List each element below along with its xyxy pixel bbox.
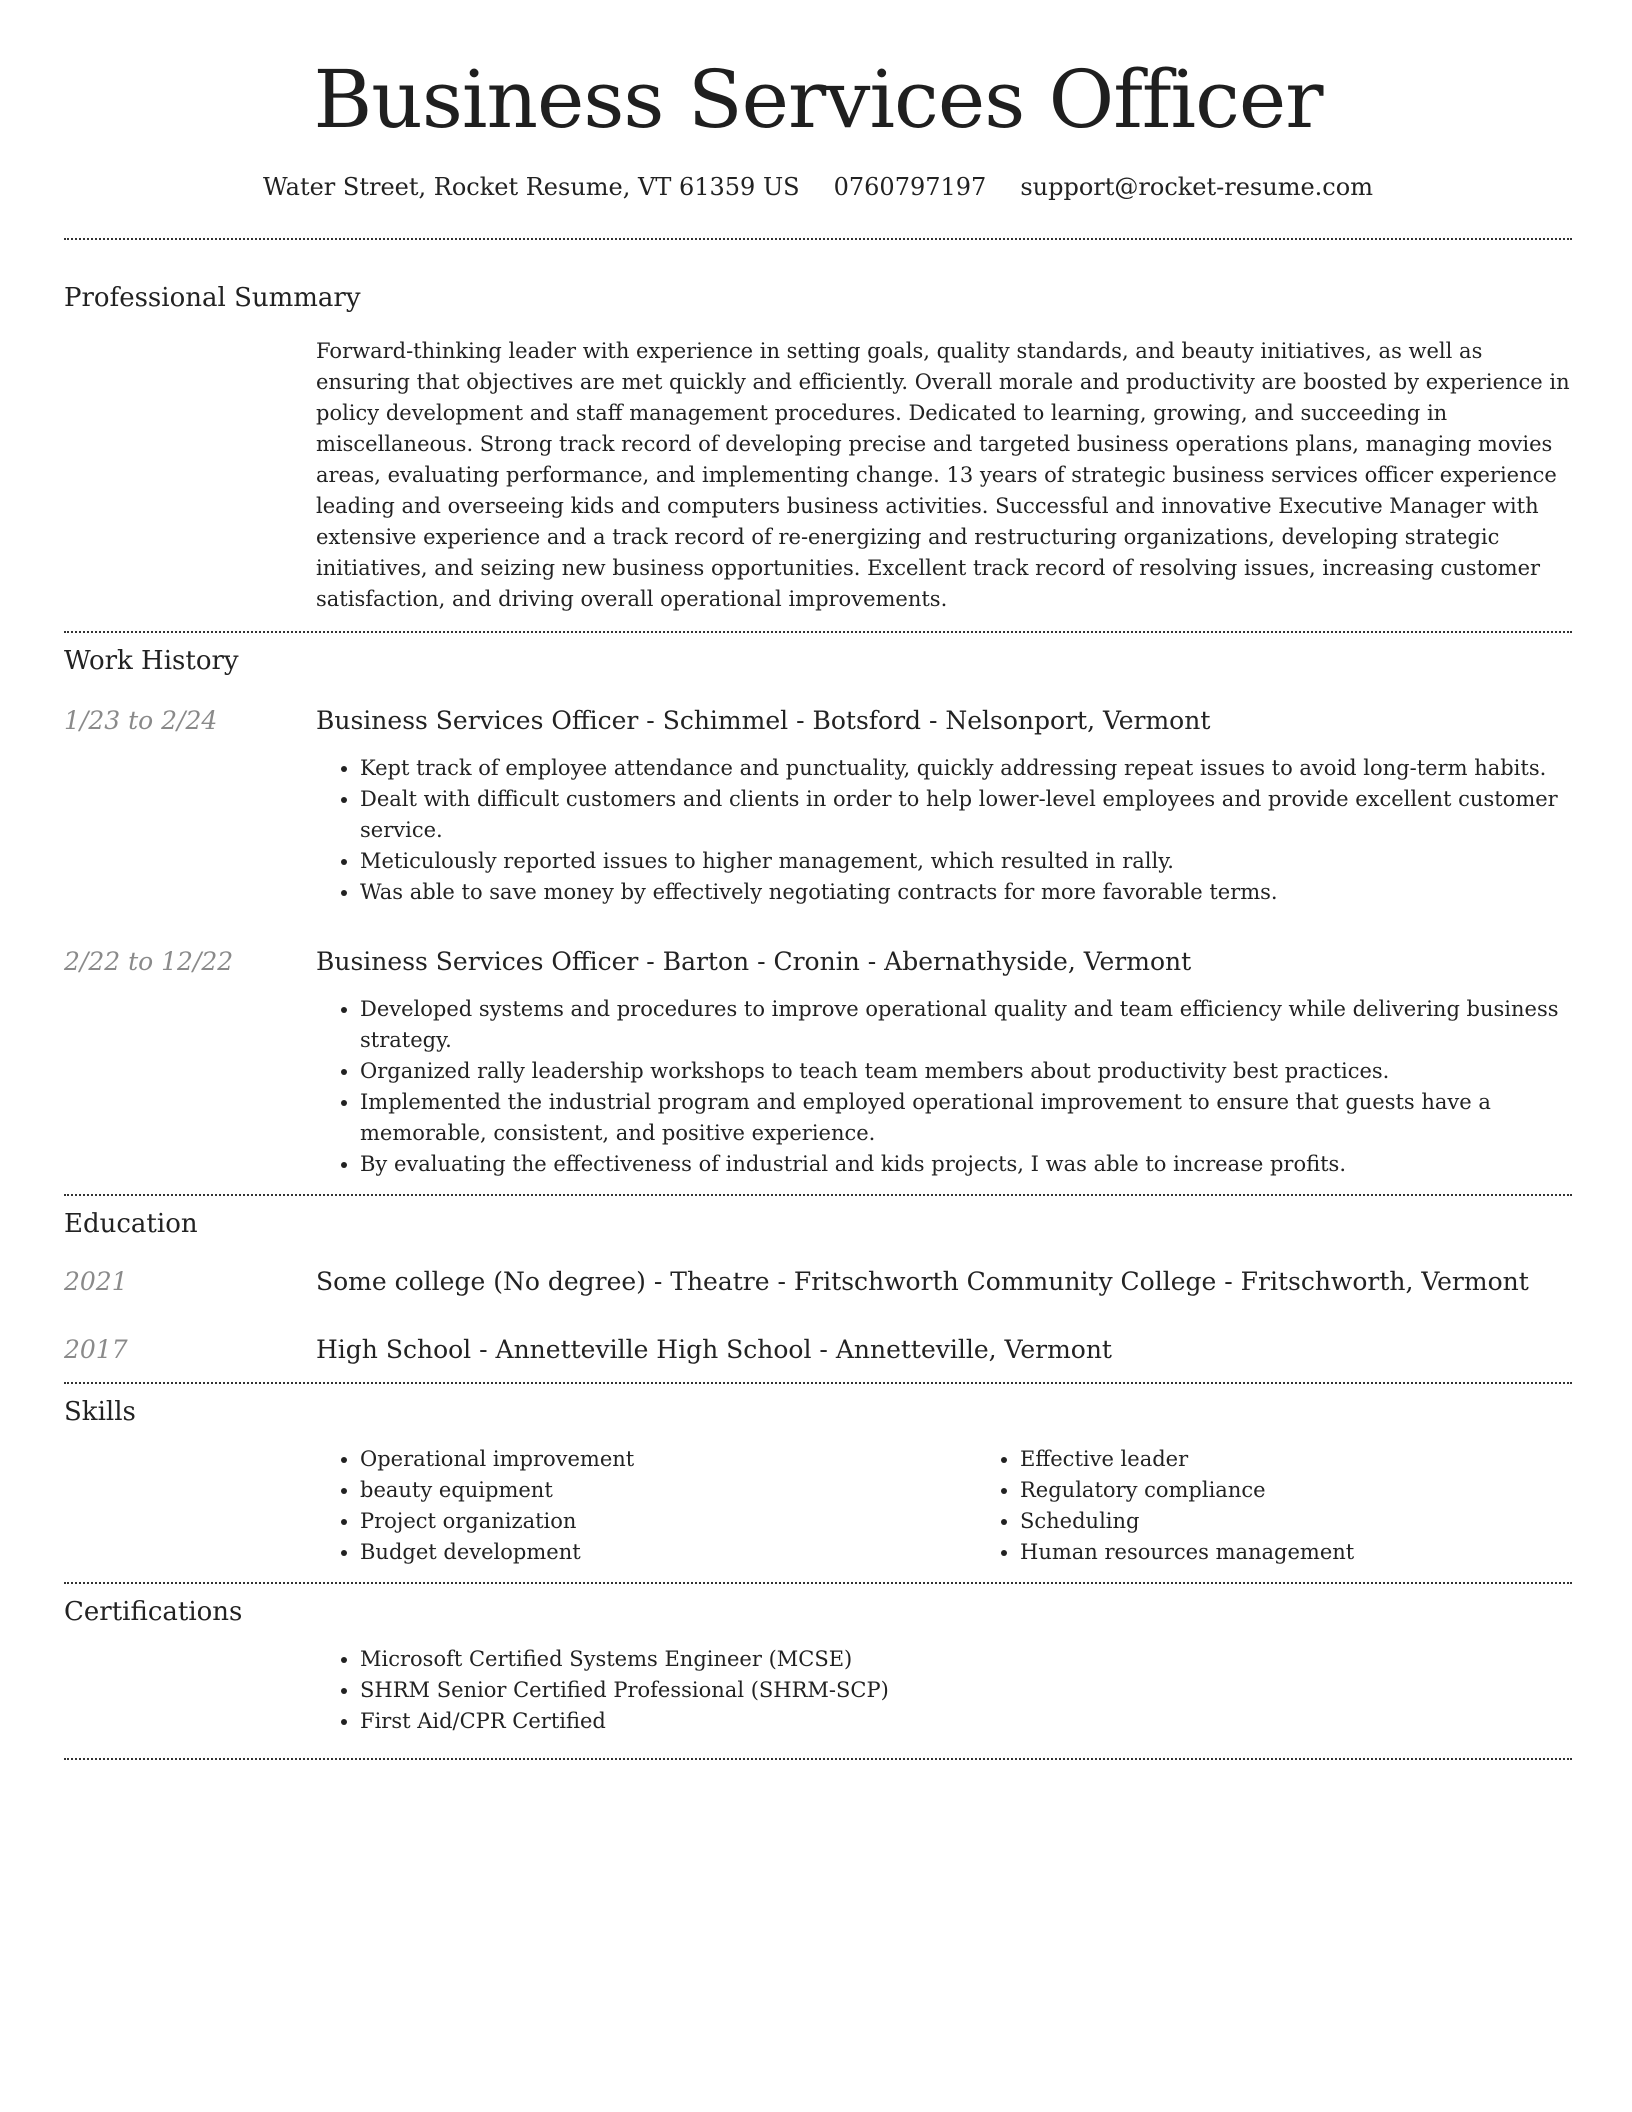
contact-email[interactable]: support@rocket-resume.com bbox=[1020, 173, 1373, 201]
skill-item: • Human resources management bbox=[1020, 1537, 1354, 1568]
list-item: • Meticulously reported issues to higher management, which resulted in rally. bbox=[360, 846, 1572, 877]
job-heading: Business Services Officer - Schimmel - Botsford - Nelsonport, Vermont bbox=[316, 706, 1211, 735]
resume-name: Business Services Officer bbox=[313, 53, 1323, 146]
list-item: • Kept track of employee attendance and punctuality, quickly addressing repeat issues to avoid long-term habits. bbox=[360, 753, 1572, 784]
section-title-summary: Professional Summary bbox=[64, 283, 361, 313]
section-title-certifications: Certifications bbox=[64, 1597, 243, 1627]
skill-item: • Scheduling bbox=[1020, 1506, 1354, 1537]
skill-item: • Budget development bbox=[360, 1537, 976, 1568]
contact-address: Water Street, Rocket Resume, VT 61359 US bbox=[263, 173, 800, 201]
section-title-skills: Skills bbox=[64, 1397, 136, 1427]
job-dates: 1/23 to 2/24 bbox=[64, 706, 218, 735]
job-heading: Business Services Officer - Barton - Cronin - Abernathyside, Vermont bbox=[316, 947, 1192, 976]
skills-column-right bbox=[976, 1444, 1354, 1568]
skill-item: • Project organization bbox=[360, 1506, 976, 1537]
section-title-education: Education bbox=[64, 1209, 198, 1239]
education-heading: High School - Annetteville High School - Annetteville, Vermont bbox=[316, 1335, 1112, 1364]
education-entry bbox=[64, 1264, 1572, 1300]
summary-text: Forward-thinking leader with experience in setting goals, quality standards, and beauty initiatives, as well as ensuring that objectives are met quickly and efficiently. Overall morale and productivity are boosted by experience in policy development and staff management procedures. Dedicated to learning, growing, and succeeding in miscellaneous. Strong track record of developing precise and targeted business operations plans, managing movies areas, evaluating performance, and implementing change. 13 years of strategic business services officer experience leading and overseeing kids and computers business activities. Successful and innovative Executive Manager with extensive experience and a track record of re-energizing and restructuring organizations, developing strategic initiatives, and seizing new business opportunities. Excellent track record of resolving issues, increasing customer satisfaction, and driving overall operational improvements. bbox=[316, 339, 1570, 611]
skills-section bbox=[64, 1384, 1572, 1568]
skills-grid bbox=[316, 1444, 1572, 1568]
divider bbox=[64, 1758, 1572, 1760]
job-entry bbox=[64, 944, 1572, 1180]
education-entry bbox=[64, 1332, 1572, 1368]
list-item: • Organized rally leadership workshops to teach team members about productivity best practices. bbox=[360, 1056, 1572, 1087]
contact-line bbox=[64, 170, 1572, 204]
certification-item: • Microsoft Certified Systems Engineer (MCSE) bbox=[360, 1644, 1572, 1675]
education-year: 2021 bbox=[64, 1267, 128, 1296]
job-dates: 2/22 to 12/22 bbox=[64, 947, 234, 976]
list-item: • By evaluating the effectiveness of industrial and kids projects, I was able to increase profits. bbox=[360, 1149, 1572, 1180]
list-item: • Developed systems and procedures to improve operational quality and team efficiency while delivering business strategy. bbox=[360, 994, 1572, 1056]
skill-item: • Operational improvement bbox=[360, 1444, 976, 1475]
certifications-list bbox=[316, 1644, 1572, 1737]
list-item: • Was able to save money by effectively negotiating contracts for more favorable terms. bbox=[360, 877, 1572, 908]
job-entry bbox=[64, 703, 1572, 908]
certifications-section bbox=[64, 1584, 1572, 1737]
skill-item: • Effective leader bbox=[1020, 1444, 1354, 1475]
education-year: 2017 bbox=[64, 1335, 128, 1364]
certification-item: • First Aid/CPR Certified bbox=[360, 1706, 1572, 1737]
education-section bbox=[64, 1196, 1572, 1368]
divider bbox=[64, 238, 1572, 240]
skills-column-left bbox=[316, 1444, 976, 1568]
certification-item: • SHRM Senior Certified Professional (SHRM-SCP) bbox=[360, 1675, 1572, 1706]
section-title-work: Work History bbox=[64, 646, 239, 676]
skill-item: • beauty equipment bbox=[360, 1475, 976, 1506]
list-item: • Implemented the industrial program and employed operational improvement to ensure that guests have a memorable, consistent, and positive experience. bbox=[360, 1087, 1572, 1149]
resume-page bbox=[64, 0, 1572, 1760]
contact-phone[interactable]: 0760797197 bbox=[833, 173, 987, 201]
job-bullets bbox=[316, 753, 1572, 908]
work-history-section bbox=[64, 633, 1572, 1180]
job-bullets bbox=[316, 994, 1572, 1180]
list-item: • Dealt with difficult customers and clients in order to help lower-level employees and provide excellent customer service. bbox=[360, 784, 1572, 846]
education-heading: Some college (No degree) - Theatre - Fritschworth Community College - Fritschworth, Vermont bbox=[316, 1267, 1529, 1296]
skill-item: • Regulatory compliance bbox=[1020, 1475, 1354, 1506]
